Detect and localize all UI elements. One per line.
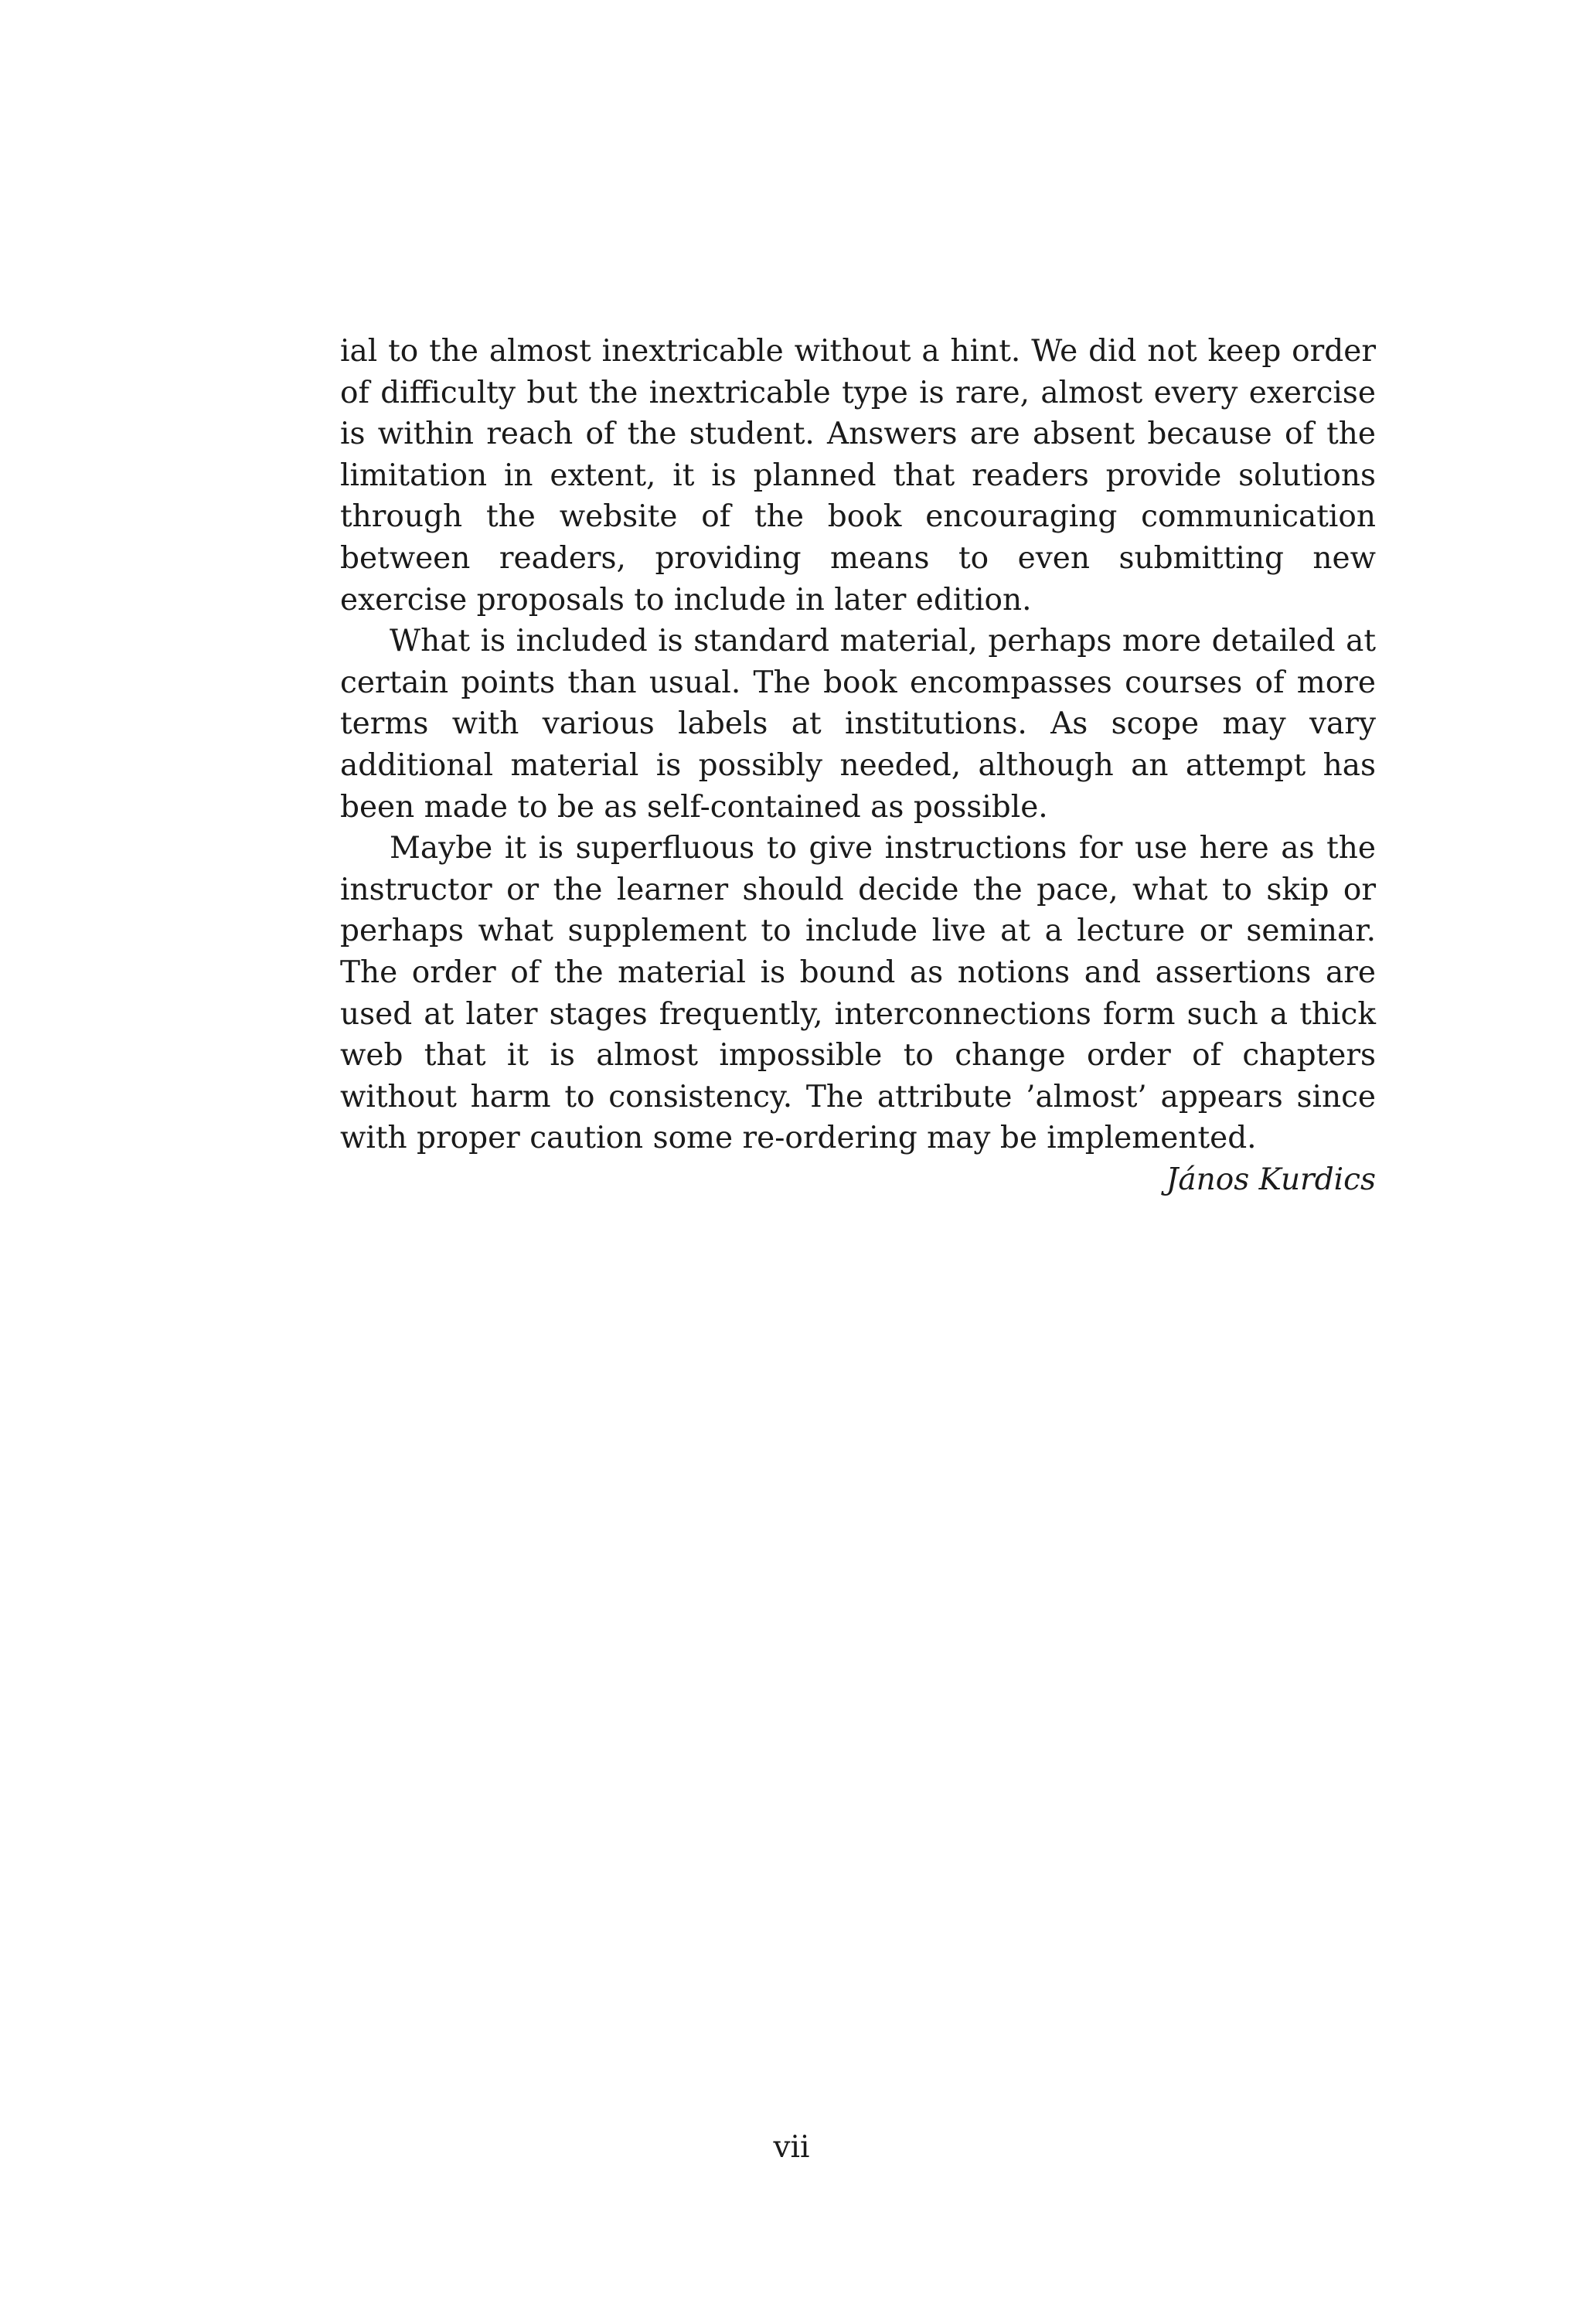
paragraph-instructions: Maybe it is superfluous to give instructions for use here as the instructor or the learner should decide the pace, what to skip or perhaps what supplement to include live at a lecture or seminar. The order of the material is bound as notions and assertions are used at later stages frequently, interconnections form such a thick web that it is almost impossible to change order of chapters without harm to consistency. The attribute ’almost’ appears since with proper caution some re-ordering may be implemented. — [340, 831, 1376, 1156]
paragraph-continuation: ial to the almost inextricable without a hint. We did not keep order of difficulty but the inextricable type is rare, almost every exercise is within reach of the student. Answers are absent because of the limitation in extent, it is planned that readers provide solutions through the website of the book encouraging communication between readers, providing means to even submitting new exercise proposals to include in later edition. — [340, 334, 1376, 618]
page-number: vii — [773, 2130, 810, 2165]
paragraph-scope: What is included is standard material, perhaps more detailed at certain points than usual. The book encompasses courses of more terms with various labels at institutions. As scope may vary additional material is possibly needed, although an attempt has been made to be as self-contained as possible. — [340, 624, 1376, 825]
body-text — [340, 331, 1376, 1159]
author-signature: János Kurdics — [1166, 1162, 1376, 1197]
